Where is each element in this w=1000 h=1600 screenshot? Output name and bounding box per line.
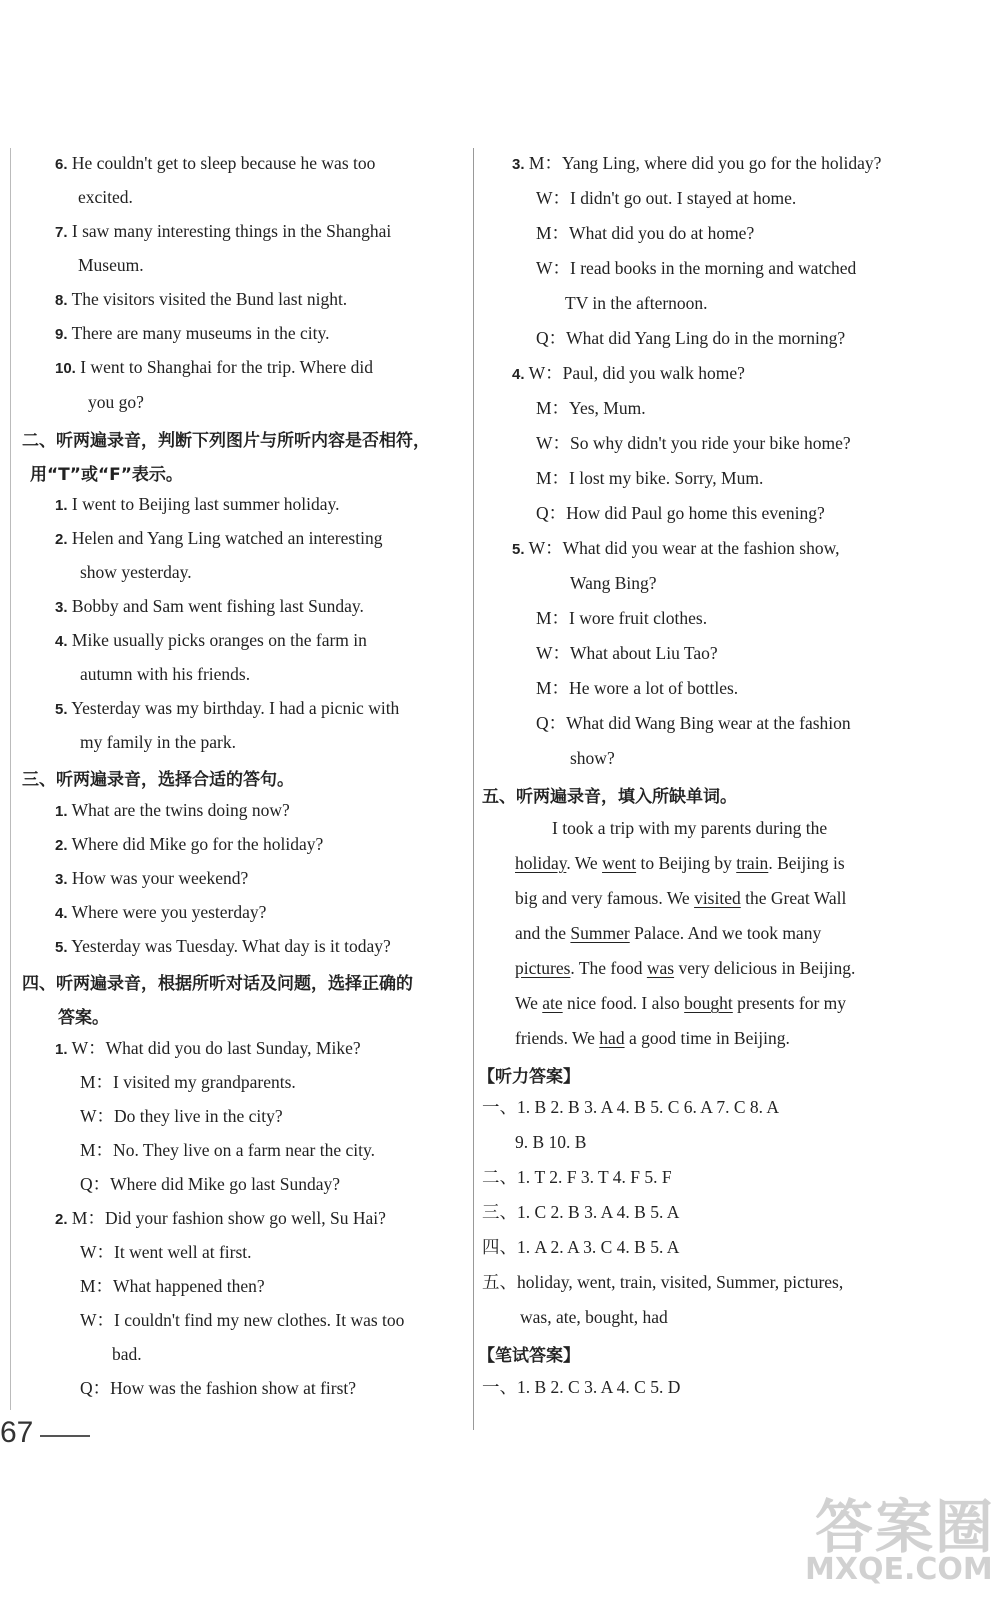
p4-item-5-line3: W：What about Liu Tao? — [536, 643, 718, 663]
part2-heading-cont: 用“T”或“F”表示。 — [30, 465, 183, 485]
p4-item-5-line1-cont: Wang Bing? — [570, 573, 657, 593]
answers-part1-cont: 9. B 10. B — [515, 1132, 587, 1152]
page-number-rule — [40, 1435, 90, 1437]
p4-item-3: 3. M：Yang Ling, where did you go for the holiday? — [512, 153, 882, 173]
page-number: 67 — [0, 1416, 34, 1449]
p4-item-2-question: Q：How was the fashion show at first? — [80, 1378, 357, 1398]
column-divider — [473, 148, 474, 1430]
p3-item-2: 2. Where did Mike go for the holiday? — [55, 834, 324, 854]
p4-item-3-line4: W：I read books in the morning and watched — [536, 258, 857, 278]
passage-line-1: I took a trip with my parents during the — [552, 818, 828, 838]
p1-item-7: 7. I saw many interesting things in the Shanghai — [55, 221, 392, 241]
p2-item-4: 4. Mike usually picks oranges on the farm in — [55, 630, 367, 650]
p2-item-5: 5. Yesterday was my birthday. I had a picnic with — [55, 698, 400, 718]
passage-line-3: big and very famous. We visited the Great Wall — [515, 888, 847, 908]
p4-item-3-question: Q：What did Yang Ling do in the morning? — [536, 328, 846, 348]
p2-item-1: 1. I went to Beijing last summer holiday. — [55, 494, 340, 514]
blank-went: went — [602, 853, 637, 873]
blank-was: was — [646, 958, 675, 978]
blank-had: had — [599, 1028, 625, 1048]
answers-part4: 四、1. A 2. A 3. C 4. B 5. A — [482, 1237, 680, 1257]
answers-part2: 二、1. T 2. F 3. T 4. F 5. F — [482, 1167, 672, 1187]
p2-item-2: 2. Helen and Yang Ling watched an interesting — [55, 528, 383, 548]
p1-item-7-cont: Museum. — [78, 255, 144, 275]
watermark-bottom-text: MXQE.COM — [805, 1552, 993, 1587]
answers-part3: 三、1. C 2. B 3. A 4. B 5. A — [482, 1202, 680, 1222]
p3-item-1: 1. What are the twins doing now? — [55, 800, 290, 820]
blank-pictures: pictures — [515, 958, 571, 978]
answers-part1: 一、1. B 2. B 3. A 4. B 5. C 6. A 7. C 8. A — [482, 1097, 780, 1117]
passage-line-6: We ate nice food. I also bought presents for my — [515, 993, 847, 1013]
p3-item-3: 3. How was your weekend? — [55, 868, 249, 888]
p4-item-2-line4-cont: bad. — [112, 1344, 142, 1364]
written-answers-part1: 一、1. B 2. C 3. A 4. C 5. D — [482, 1377, 681, 1397]
p4-item-5-question: Q：What did Wang Bing wear at the fashion — [536, 713, 851, 733]
p1-item-10-cont: you go? — [88, 392, 144, 412]
written-answers-heading: 【笔试答案】 — [478, 1346, 580, 1366]
p2-item-2-cont: show yesterday. — [80, 562, 192, 582]
blank-ate: ate — [542, 993, 563, 1013]
part5-heading: 五、听两遍录音，填入所缺单词。 — [482, 787, 737, 807]
p4-item-2-line3: M：What happened then? — [80, 1276, 265, 1296]
p1-item-10: 10. I went to Shanghai for the trip. Where did — [55, 357, 373, 377]
p2-item-4-cont: autumn with his friends. — [80, 664, 251, 684]
p1-item-9: 9. There are many museums in the city. — [55, 323, 330, 343]
passage-line-4: and the Summer Palace. And we took many — [515, 923, 822, 943]
part4-heading: 四、听两遍录音，根据所听对话及问题，选择正确的 — [22, 974, 413, 994]
passage-line-5: pictures. The food was very delicious in Beijing. — [515, 958, 856, 978]
part2-heading: 二、听两遍录音，判断下列图片与所听内容是否相符， — [22, 431, 430, 451]
passage-line-7: friends. We had a good time in Beijing. — [515, 1028, 790, 1048]
p4-item-5: 5. W：What did you wear at the fashion show, — [512, 538, 840, 558]
blank-train: train — [736, 853, 769, 873]
p4-item-3-line4-cont: TV in the afternoon. — [565, 293, 708, 313]
answers-part5: 五、holiday, went, train, visited, Summer, pictures, — [482, 1272, 844, 1292]
p4-item-1-line3: W：Do they live in the city? — [80, 1106, 283, 1126]
p4-item-5-line2: M：I wore fruit clothes. — [536, 608, 708, 628]
p4-item-1-line4: M：No. They live on a farm near the city. — [80, 1140, 375, 1160]
p4-item-5-question-cont: show? — [570, 748, 615, 768]
p4-item-1-question: Q：Where did Mike go last Sunday? — [80, 1174, 341, 1194]
p4-item-3-line2: W：I didn't go out. I stayed at home. — [536, 188, 797, 208]
p4-item-4-line2: M：Yes, Mum. — [536, 398, 646, 418]
p4-item-4-question: Q：How did Paul go home this evening? — [536, 503, 825, 523]
p1-item-6-cont: excited. — [78, 187, 133, 207]
part3-heading: 三、听两遍录音，选择合适的答句。 — [22, 770, 294, 790]
p4-item-3-line3: M：What did you do at home? — [536, 223, 755, 243]
watermark-logo — [805, 1480, 995, 1595]
p1-item-6: 6. He couldn't get to sleep because he was too — [55, 153, 376, 173]
answers-part5-cont: was, ate, bought, had — [520, 1307, 668, 1327]
blank-summer: Summer — [570, 923, 630, 943]
p4-item-2: 2. M：Did your fashion show go well, Su Hai? — [55, 1208, 386, 1228]
p3-item-4: 4. Where were you yesterday? — [55, 902, 267, 922]
passage-line-2: holiday. We went to Beijing by train. Beijing is — [515, 853, 845, 873]
watermark-top-text: 答案圈 — [815, 1493, 996, 1561]
p3-item-5: 5. Yesterday was Tuesday. What day is it today? — [55, 936, 391, 956]
p1-item-8: 8. The visitors visited the Bund last night. — [55, 289, 348, 309]
p4-item-4-line4: M：I lost my bike. Sorry, Mum. — [536, 468, 764, 488]
blank-visited: visited — [694, 888, 741, 908]
listening-answers-heading: 【听力答案】 — [478, 1067, 580, 1087]
p2-item-5-cont: my family in the park. — [80, 732, 237, 752]
p4-item-4: 4. W：Paul, did you walk home? — [512, 363, 745, 383]
left-margin-rule — [10, 148, 11, 1410]
part4-heading-cont: 答案。 — [58, 1008, 109, 1028]
blank-holiday: holiday — [515, 853, 567, 873]
p2-item-3: 3. Bobby and Sam went fishing last Sunday. — [55, 596, 364, 616]
p4-item-5-line4: M：He wore a lot of bottles. — [536, 678, 739, 698]
p4-item-1-line2: M：I visited my grandparents. — [80, 1072, 296, 1092]
p4-item-2-line2: W：It went well at first. — [80, 1242, 252, 1262]
p4-item-2-line4: W：I couldn't find my new clothes. It was too — [80, 1310, 405, 1330]
blank-bought: bought — [684, 993, 733, 1013]
p4-item-4-line3: W：So why didn't you ride your bike home? — [536, 433, 851, 453]
p4-item-1: 1. W：What did you do last Sunday, Mike? — [55, 1038, 361, 1058]
